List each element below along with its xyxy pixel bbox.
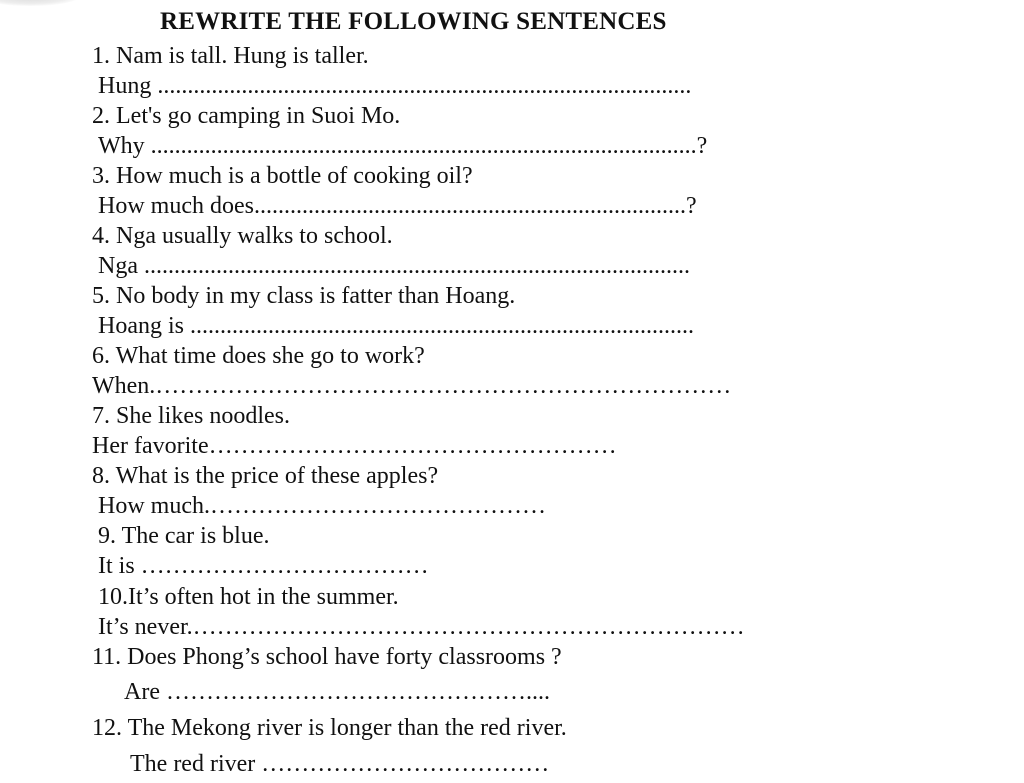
prompt-5: Hoang is ....................................................................................	[98, 313, 694, 339]
question-9: 9. The car is blue.	[98, 523, 270, 549]
question-8: 8. What is the price of these apples?	[92, 463, 439, 489]
question-3: 3. How much is a bottle of cooking oil?	[92, 163, 473, 189]
answer-line-3[interactable]	[98, 191, 697, 221]
answer-line-4[interactable]	[98, 251, 690, 281]
question-12: 12. The Mekong river is longer than the red river.	[92, 715, 567, 741]
prompt-3: How much does........................................................................	[98, 193, 686, 219]
prompt-4: Nga ...........................................................................................	[98, 253, 690, 279]
prompt-9: It is ………………………………	[98, 553, 429, 579]
answer-line-12[interactable]	[130, 749, 549, 779]
answer-line-11[interactable]	[124, 677, 550, 707]
prompt-1: Hung .........................................................................................	[98, 73, 692, 99]
answer-line-7[interactable]	[92, 431, 617, 461]
prompt-12: The red river ………………………………	[130, 751, 550, 777]
question-10: 10.It’s often hot in the summer.	[98, 584, 399, 610]
question-4: 4. Nga usually walks to school.	[92, 223, 393, 249]
question-2: 2. Let's go camping in Suoi Mo.	[92, 103, 401, 129]
answer-line-10[interactable]	[98, 612, 745, 642]
answer-line-8[interactable]	[98, 491, 546, 521]
worksheet-title: REWRITE THE FOLLOWING SENTENCES	[160, 8, 667, 35]
end-mark-3: ?	[685, 193, 697, 219]
prompt-7: Her favorite……………………………………………	[92, 433, 617, 459]
prompt-8: How much.……………………………………	[98, 493, 546, 519]
end-mark-2: ?	[696, 133, 708, 159]
prompt-10: It’s never.……………………………………………………………	[98, 614, 745, 640]
answer-line-1[interactable]	[98, 71, 691, 101]
answer-line-2[interactable]	[98, 131, 707, 161]
prompt-2: Why ...........................................................................................	[98, 133, 697, 159]
answer-line-5[interactable]	[98, 311, 694, 341]
question-5: 5. No body in my class is fatter than Hoang.	[92, 283, 516, 309]
question-7: 7. She likes noodles.	[92, 403, 290, 429]
question-11: 11. Does Phong’s school have forty classrooms ?	[92, 644, 562, 670]
answer-line-6[interactable]	[92, 371, 731, 401]
prompt-6: When.………………………………………………………………	[92, 373, 732, 399]
question-6: 6. What time does she go to work?	[92, 343, 425, 369]
page-corner-shadow	[0, 0, 80, 6]
question-1: 1. Nam is tall. Hung is taller.	[92, 43, 369, 69]
answer-line-9[interactable]	[98, 551, 429, 581]
prompt-11: Are ………………………………………....	[124, 679, 550, 705]
